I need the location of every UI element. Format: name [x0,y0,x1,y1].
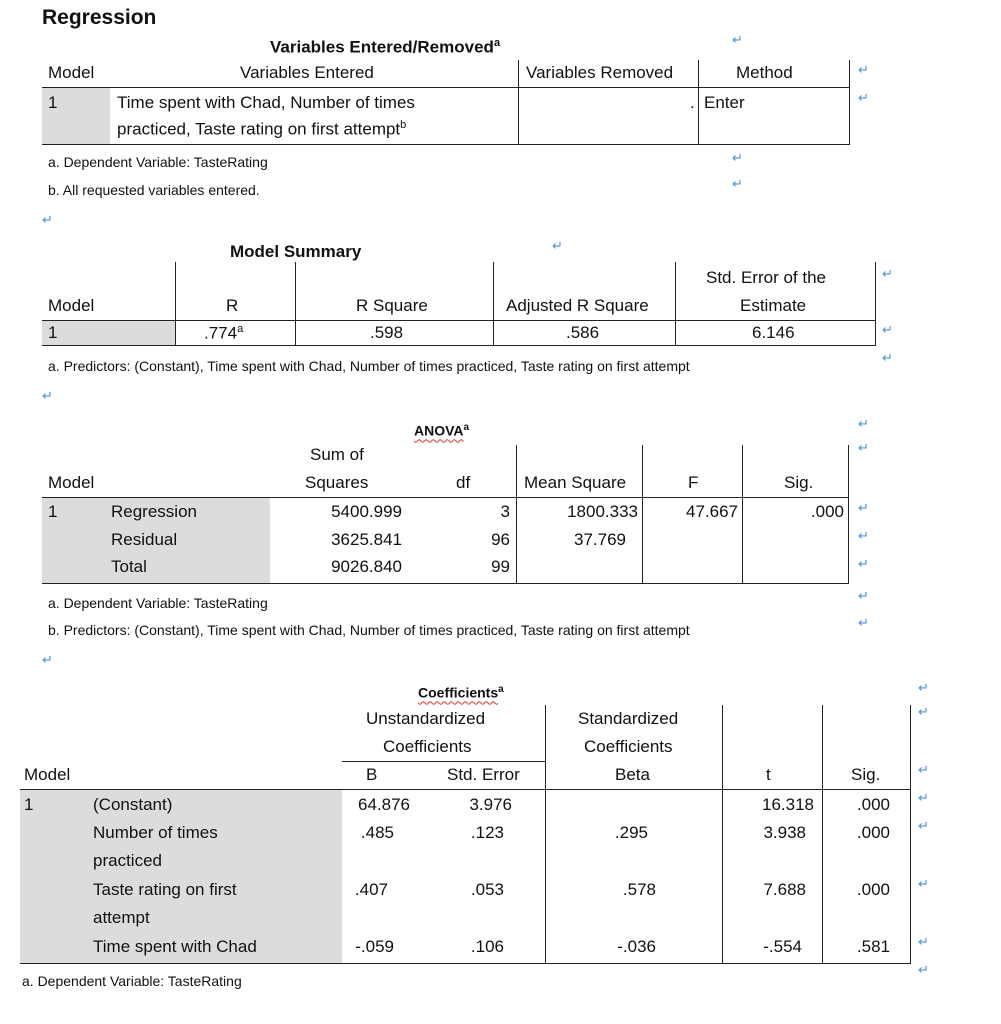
footnote-dependent: a. Dependent Variable: TasteRating [22,973,242,989]
header-se-line2: Estimate [740,296,807,315]
return-icon: ↵ [858,416,869,431]
anova-title: ANOVA$^a$ [414,422,470,439]
header-df: df [456,473,471,492]
se-value: .106 [470,937,504,956]
variables-entered-title: Variables Entered/Removed$^a$ [270,37,501,57]
beta-value: -.036 [617,937,656,956]
return-icon: ↵ [918,962,929,977]
footnote-predictors: a. Predictors: (Constant), Time spent with Chad, Number of times practiced, Taste rating on first attempt [48,358,690,374]
header-variables-removed: Variables Removed [526,63,674,82]
se-value: 6.146 [752,323,795,342]
header-std-error: Std. Error [447,765,520,784]
ss-value: 5400.999 [331,502,402,521]
ms-value: 1800.333 [567,502,638,521]
se-value: 3.976 [469,795,512,814]
return-icon: ↵ [858,588,869,603]
section-title: Regression [42,6,157,29]
variables-entered-line1: Time spent with Chad, Number of times [117,93,415,112]
return-icon: ↵ [858,90,869,105]
header-t: t [766,765,771,784]
return-icon: ↵ [882,322,893,337]
header-r: R [226,296,239,315]
header-model: Model [48,473,95,492]
b-value: .485 [360,823,394,842]
return-icon: ↵ [858,528,869,543]
method-value: Enter [704,93,745,112]
se-value: .123 [470,823,504,842]
row-label-line1: Number of times [93,823,218,842]
sig-value: .000 [856,880,890,899]
return-icon: ↵ [858,500,869,515]
beta-value: .578 [622,880,656,899]
ms-value: 37.769 [574,530,626,549]
footnote-predictors: b. Predictors: (Constant), Time spent with Chad, Number of times practiced, Taste rating on first attempt [48,622,690,638]
variables-removed-value: . [690,93,695,112]
row-label-line2: attempt [93,908,150,927]
df-value: 3 [500,502,510,521]
ss-value: 9026.840 [331,557,402,576]
t-value: 7.688 [763,880,806,899]
footnote-dependent-text: a. Dependent Variable: TasteRating [48,595,268,611]
coefficients-title: Coefficients$^a$ [418,684,504,701]
f-value: 47.667 [686,502,738,521]
row-label: Regression [111,502,197,521]
df-value: 99 [491,557,510,576]
row-label-line2: practiced [93,851,162,870]
header-model: Model [48,296,95,315]
header-ss-line2: Squares [305,473,369,492]
variables-entered-line2: practiced, Taste rating on first attempt$^b$ [117,119,407,139]
b-value: -.059 [355,937,394,956]
header-b: B [366,765,378,784]
row-label: Time spent with Chad [93,937,257,956]
t-value: 16.318 [762,795,814,814]
return-icon: ↵ [42,388,53,403]
header-se-line1: Std. Error of the [706,268,826,287]
return-icon: ↵ [882,266,893,281]
return-icon: ↵ [732,176,743,191]
t-value: 3.938 [763,823,806,842]
return-icon: ↵ [858,556,869,571]
row-label-line1: Taste rating on first [93,880,237,899]
header-r-square: R Square [356,296,428,315]
sig-value: .000 [810,502,844,521]
t-value: -.554 [763,937,802,956]
return-icon: ↵ [858,62,869,77]
return-icon: ↵ [918,818,929,833]
r-square-value: .598 [370,323,404,342]
row-model: 1 [48,93,58,112]
return-icon: ↵ [882,350,893,365]
return-icon: ↵ [42,212,53,227]
header-std-line2: Coefficients [584,737,673,756]
header-f: F [688,473,699,492]
row-model: 1 [48,323,58,342]
footnote-all-entered: b. All requested variables entered. [48,182,260,198]
beta-value: .295 [614,823,648,842]
ss-value: 3625.841 [331,530,402,549]
footnote-dependent [48,595,268,611]
df-value: 96 [491,530,510,549]
return-icon: ↵ [858,440,869,455]
header-beta: Beta [615,765,650,784]
header-mean-square: Mean Square [524,473,627,492]
model-summary-title: Model Summary [230,242,362,261]
coefficients-model: 1 [24,795,34,814]
b-value: .407 [354,880,388,899]
header-method: Method [736,63,793,82]
return-icon: ↵ [552,238,563,253]
return-icon: ↵ [918,876,929,891]
header-sig: Sig. [784,473,814,492]
se-value: .053 [470,880,504,899]
header-std-line1: Standardized [578,709,679,728]
header-sig: Sig. [851,765,881,784]
header-unstd-line2: Coefficients [383,737,472,756]
return-icon: ↵ [918,790,929,805]
row-label: Residual [111,530,178,549]
return-icon: ↵ [918,762,929,777]
sig-value: .000 [856,795,890,814]
return-icon: ↵ [732,32,743,47]
return-icon: ↵ [918,934,929,949]
row-label: (Constant) [93,795,173,814]
return-icon: ↵ [918,704,929,719]
row-label: Total [111,557,147,576]
sig-value: .000 [856,823,890,842]
header-ss-line1: Sum of [310,445,364,464]
header-model: Model [24,765,71,784]
r-value: .774$^a$ [204,323,244,343]
return-icon: ↵ [858,615,869,630]
b-value: 64.876 [358,795,410,814]
sig-value: .581 [856,937,890,956]
header-variables-entered: Variables Entered [240,63,374,82]
return-icon: ↵ [42,652,53,667]
header-model: Model [48,63,95,82]
return-icon: ↵ [918,680,929,695]
footnote-dependent: a. Dependent Variable: TasteRating [48,154,268,170]
adjusted-r-square-value: .586 [566,323,600,342]
header-adjusted-r-square: Adjusted R Square [506,296,649,315]
return-icon: ↵ [732,150,743,165]
anova-model: 1 [48,502,58,521]
header-unstd-line1: Unstandardized [366,709,486,728]
